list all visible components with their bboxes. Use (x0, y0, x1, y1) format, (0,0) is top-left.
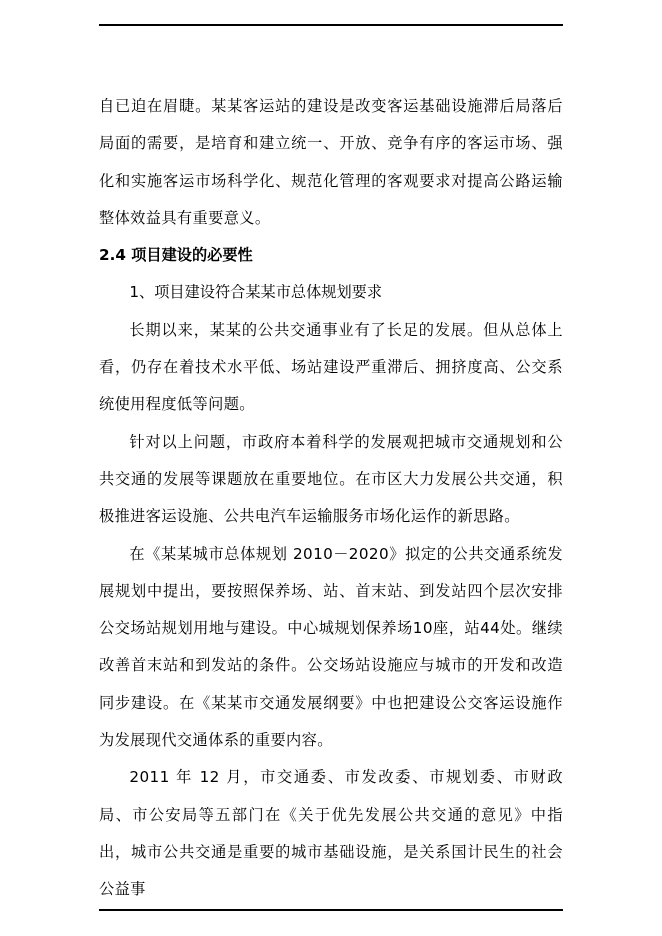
document-body (99, 88, 563, 909)
header-rule (99, 24, 563, 26)
paragraph-4: 2011 年 12 月，市交通委、市发改委、市规划委、市财政局、市公安局等五部门在《关于优先发展公共交通的意见》中指出，城市公共交通是重要的城市基础设施，是关系国计民生的社会公益事 (99, 768, 563, 899)
paragraph-3: 在《某某城市总体规划 2010－2020》拟定的公共交通系统发展规划中提出，要按照保养场、站、首末站、到发站四个层次安排公交场站规划用地与建设。中心城规划保养场10座，站44处。继续改善首末站和到发站的条件。公交场站设施应与城市的开发和改造同步建设。在《某某市交通发展纲要》中也把建设公交客运设施作为发展现代交通体系的重要内容。 (99, 544, 563, 750)
section-heading: 2.4 项目建设的必要性 (99, 246, 253, 265)
paragraph-continuation: 自已迫在眉睫。某某客运站的建设是改变客运基础设施滞后局落后局面的需要，是培育和建立统一、开放、竞争有序的客运市场、强化和实施客运市场科学化、规范化管理的客观要求对提高公路运输整体效益具有重要意义。 (99, 97, 563, 227)
subsection-heading: 1、项目建设符合某某市总体规划要求 (129, 283, 383, 302)
footer-rule (99, 909, 563, 911)
paragraph-2: 针对以上问题，市政府本着科学的发展观把城市交通规划和公共交通的发展等课题放在重要地位。在市区大力发展公共交通，积极推进客运设施、公共电汽车运输服务市场化运作的新思路。 (99, 432, 563, 526)
paragraph-1: 长期以来，某某的公共交通事业有了长足的发展。但从总体上看，仍存在着技术水平低、场站建设严重滞后、拥挤度高、公交系统使用程度低等问题。 (99, 320, 563, 414)
